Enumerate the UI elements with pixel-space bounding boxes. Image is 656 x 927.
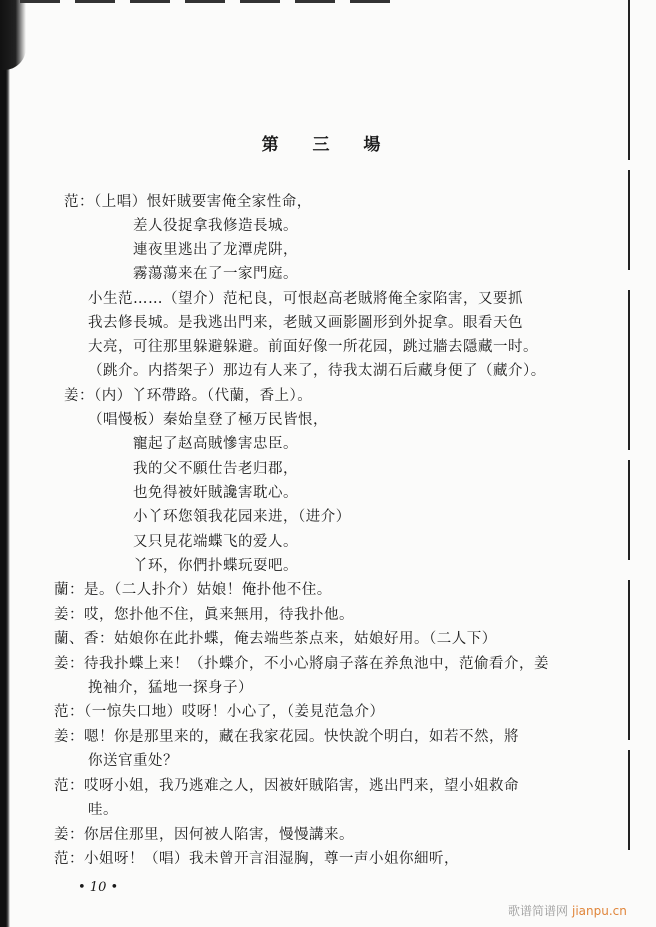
script-line: 哇。 xyxy=(88,802,118,818)
script-line: 差人役捉拿我修造長城。 xyxy=(133,218,298,234)
script-line: 又只見花端蝶飞的爱人。 xyxy=(133,534,298,550)
page-number: • 10 • xyxy=(78,880,119,895)
watermark xyxy=(508,902,627,919)
script-line: 大亮，可往那里躲避躲避。前面好像一所花园，跳过牆去隱藏一时。 xyxy=(88,339,538,355)
script-line: 也免得被奸賊讒害耽心。 xyxy=(133,485,298,501)
watermark-url: jianpu.cn xyxy=(572,904,627,918)
script-line: 姜：哎，您扑他不住，眞来無用，待我扑他。 xyxy=(54,607,354,623)
script-line: 寵起了赵高賊慘害忠臣。 xyxy=(133,436,298,452)
script-line: （唱慢板）秦始皇登了極万民皆恨， xyxy=(88,412,328,428)
script-line: 范：哎呀小姐，我乃逃难之人，因被奸賊陷害，逃出門来，望小姐救命 xyxy=(54,778,519,794)
script-line: 姜：嗯！你是那里来的，藏在我家花园。快快說个明白，如若不然，將 xyxy=(54,729,519,745)
script-line: 范：小姐呀！（唱）我未曾开言泪湿胸，尊一声小姐你細听， xyxy=(54,851,459,867)
scan-top-edge xyxy=(20,0,400,3)
script-line: 蘭、香：姑娘你在此扑蝶，俺去端些茶点来，姑娘好用。（二人下） xyxy=(54,631,497,647)
watermark-cn: 歌谱简谱网 xyxy=(508,904,569,918)
script-line: （跳介。内搭架子）那边有人来了，待我太湖石后藏身便了（藏介）。 xyxy=(88,363,546,379)
script-line: 范：（上唱）恨奸賊要害俺全家性命， xyxy=(64,194,312,210)
scan-corner-shadow xyxy=(0,0,26,70)
script-line: 姜：待我扑蝶上来！（扑蝶介，不小心將扇子落在养魚池中，范偷看介，姜 xyxy=(54,656,549,672)
script-line: 連夜里逃出了龙潭虎阱， xyxy=(133,242,298,258)
script-line: 挽袖介，猛地一探身子） xyxy=(88,680,253,696)
script-line: 小丫环您領我花园来进，（进介） xyxy=(133,509,351,525)
script-line: 霧蕩蕩来在了一家門庭。 xyxy=(133,266,298,282)
script-line: 丫环，你們扑蝶玩耍吧。 xyxy=(133,558,298,574)
page-margin-rule xyxy=(628,0,630,860)
script-line: 姜：（内）丫环帶路。（代蘭，香上）。 xyxy=(64,388,313,404)
script-line: 我的父不願仕告老归郡， xyxy=(133,461,298,477)
script-line: 蘭：是。（二人扑介）姑娘！俺扑他不住。 xyxy=(54,582,332,598)
script-line: 范：（一惊失口地）哎呀！小心了，（姜見范急介） xyxy=(54,704,385,720)
script-line: 我去修長城。是我逃出門来，老賊又画影圖形到外捉拿。眼看天色 xyxy=(88,315,523,331)
script-line: 姜：你居住那里，因何被人陷害，慢慢講来。 xyxy=(54,827,354,843)
script-line: 你送官重处？ xyxy=(88,753,178,769)
scene-title: 第 三 場 xyxy=(261,135,395,155)
script-line: 小生范……（望介）范杞良，可恨赵高老賊將俺全家陷害，又要抓 xyxy=(88,291,523,307)
